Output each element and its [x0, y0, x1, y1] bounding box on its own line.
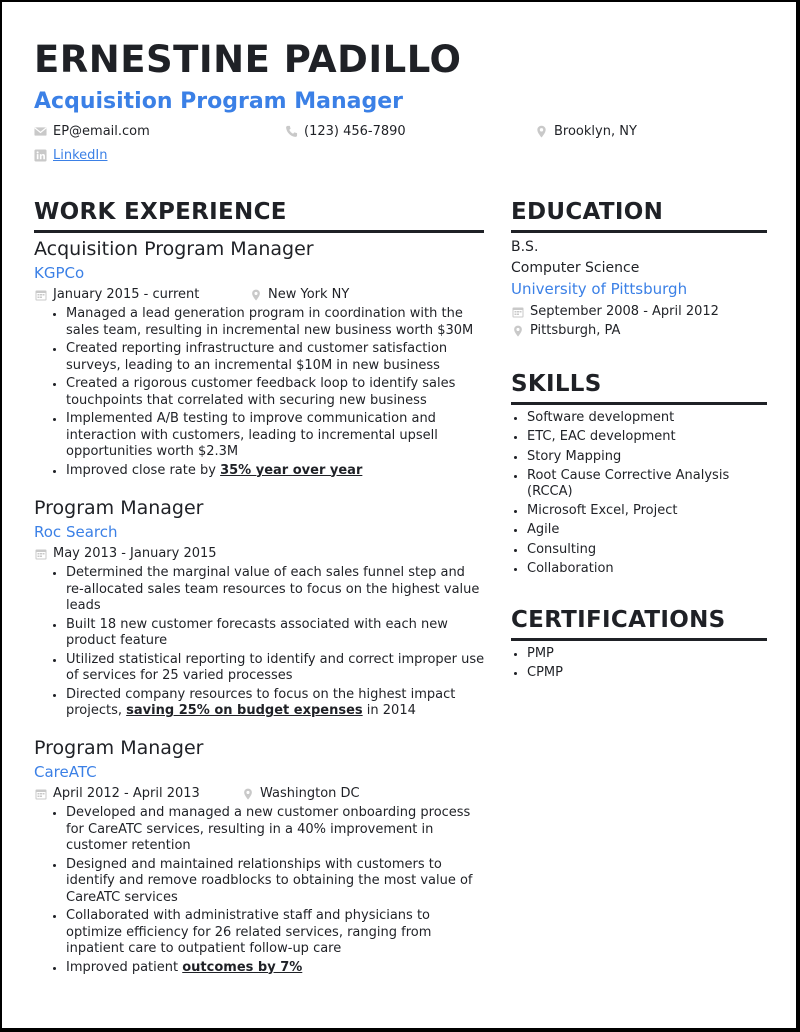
job-dates [35, 546, 217, 561]
envelope-icon [34, 125, 47, 138]
certification-item: • PMP [527, 646, 761, 662]
skill-item: • Microsoft Excel, Project [527, 503, 761, 519]
job-dates [35, 786, 200, 801]
work-experience-divider [34, 230, 484, 233]
job-company: CareATC [34, 763, 97, 781]
skill-item: • Software development [527, 410, 761, 426]
candidate-title: Acquisition Program Manager [34, 89, 404, 114]
skill-item: • Story Mapping [527, 449, 761, 465]
job-company: KGPCo [34, 264, 85, 282]
education-location-text: Pittsburgh, PA [530, 323, 621, 338]
bullet-text: Directed company resources to focus on the highest impact projects, [66, 686, 456, 718]
skill-item: • ETC, EAC development [527, 429, 761, 445]
map-pin-icon [250, 289, 262, 301]
bullet-item: • Built 18 new customer forecasts associated with each new product feature [66, 617, 486, 650]
education-school: University of Pittsburgh [511, 280, 688, 298]
linkedin-link[interactable]: LinkedIn [53, 148, 108, 163]
contact-linkedin [34, 148, 107, 163]
candidate-name: ERNESTINE PADILLO [34, 38, 462, 81]
education-degree: B.S. [511, 239, 539, 255]
job-role: Program Manager [34, 497, 204, 519]
education-heading: EDUCATION [511, 199, 664, 225]
email-text: EP@email.com [53, 124, 150, 139]
education-field: Computer Science [511, 260, 640, 276]
skill-item: • Collaboration [527, 561, 761, 577]
bullet-item [66, 463, 486, 480]
bullet-text: Improved patient [66, 959, 183, 975]
location-text: Brooklyn, NY [554, 124, 637, 139]
resume-page [2, 2, 796, 1028]
job-bullets [34, 805, 486, 978]
job-bullets [34, 565, 486, 722]
bullet-text: in 2014 [362, 703, 416, 718]
job-company: Roc Search [34, 523, 118, 541]
job-role: Acquisition Program Manager [34, 238, 314, 260]
job-dates-text: April 2012 - April 2013 [53, 786, 200, 801]
calendar-icon [512, 306, 524, 318]
contact-phone [285, 124, 406, 139]
calendar-icon [35, 788, 47, 800]
calendar-icon [35, 548, 47, 560]
work-experience-heading: WORK EXPERIENCE [34, 199, 287, 225]
bullet-item: • Created reporting infrastructure and customer satisfaction surveys, leading to an incremental $10M in new business [66, 341, 486, 374]
bullet-item: • Determined the marginal value of each sales funnel step and re-allocated sales team resources to focus on the highest value leads [66, 565, 486, 615]
phone-icon [285, 125, 298, 138]
job-dates-text: January 2015 - current [53, 287, 200, 302]
bullet-item: • Managed a lead generation program in coordination with the sales team, resulting in incremental new business worth $30M [66, 306, 486, 339]
skills-list [496, 410, 761, 580]
linkedin-icon [34, 149, 47, 162]
phone-text: (123) 456-7890 [304, 124, 406, 139]
certification-item: • CPMP [527, 665, 761, 681]
map-pin-icon [512, 325, 524, 337]
contact-email [34, 124, 150, 139]
bullet-item [66, 960, 486, 977]
bullet-item: • Implemented A/B testing to improve communication and interaction with customers, leading to incremental upsell opportunities worth $2.3M [66, 411, 486, 461]
certifications-divider [511, 638, 767, 641]
education-location [512, 323, 620, 338]
skills-heading: SKILLS [511, 371, 602, 397]
skills-divider [511, 402, 767, 405]
highlight-text: 35% year over year [220, 462, 363, 478]
certifications-heading: CERTIFICATIONS [511, 607, 726, 633]
job-role: Program Manager [34, 737, 204, 759]
bullet-item [66, 687, 486, 720]
skill-item: • Consulting [527, 542, 761, 558]
bullet-item: • Created a rigorous customer feedback loop to identify sales touchpoints that correlated with securing new business [66, 376, 486, 409]
job-dates [35, 287, 199, 302]
education-divider [511, 230, 767, 233]
job-bullets [34, 306, 486, 481]
highlight-text: saving 25% on budget expenses [126, 703, 363, 718]
job-dates-text: May 2013 - January 2015 [53, 546, 217, 561]
map-pin-icon [242, 788, 254, 800]
job-location-text: Washington DC [260, 786, 360, 801]
job-location [242, 786, 360, 801]
job-location-text: New York NY [268, 287, 350, 302]
skill-item: • Root Cause Corrective Analysis (RCCA) [527, 468, 761, 500]
map-pin-icon [535, 125, 548, 138]
contact-location [535, 124, 637, 139]
bullet-item: • Collaborated with administrative staff and physicians to optimize efficiency for 26 related services, ranging from inpatient care to outpatient follow-up care [66, 908, 486, 958]
bullet-item: • Developed and managed a new customer onboarding process for CareATC services, resulting in a 40% improvement in customer retention [66, 805, 486, 855]
job-location [250, 287, 349, 302]
education-dates [512, 304, 719, 319]
education-dates-text: September 2008 - April 2012 [530, 304, 719, 319]
bullet-text: Improved close rate by [66, 462, 221, 478]
bullet-item: • Designed and maintained relationships with customers to identify and remove roadblocks to obtaining the most value of CareATC services [66, 857, 486, 907]
certifications-list [496, 646, 761, 685]
highlight-text: outcomes by 7% [182, 959, 303, 975]
calendar-icon [35, 289, 47, 301]
bullet-item: • Utilized statistical reporting to identify and correct improper use of services for 25 varied processes [66, 652, 486, 685]
skill-item: • Agile [527, 522, 761, 538]
